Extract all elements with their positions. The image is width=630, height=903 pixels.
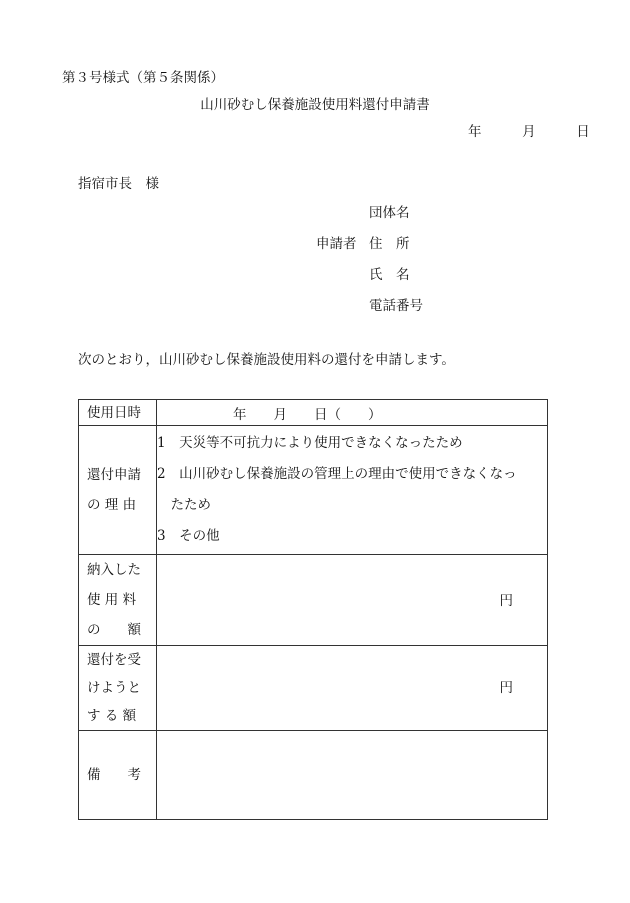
- applicant-group-name-label: 団体名: [369, 205, 410, 221]
- reason-options: [157, 426, 548, 555]
- paid-amount-label-line1: 納入した: [87, 562, 141, 578]
- refund-amount-unit: 円: [499, 680, 513, 696]
- refund-amount-row: [79, 646, 548, 731]
- paid-amount-label: [79, 555, 157, 646]
- paid-amount-label-line2: 使 用 料: [87, 592, 137, 608]
- applicant-phone-label: 電話番号: [369, 298, 423, 314]
- date-day: 日: [576, 124, 590, 140]
- use-date-row: [79, 400, 548, 426]
- reason-label-line1: 還付申請: [87, 467, 141, 483]
- remarks-value: [157, 731, 548, 820]
- reason-option-2-cont: たため: [157, 497, 211, 513]
- reason-label: [79, 426, 157, 555]
- form-number: 第３号様式（第５条関係）: [62, 70, 224, 86]
- reason-option-2: 2 山川砂むし保養施設の管理上の理由で使用できなくなっ: [157, 466, 517, 482]
- use-date-label: 使用日時: [79, 400, 157, 426]
- paid-amount-row: [79, 555, 548, 646]
- application-table: [78, 399, 548, 820]
- applicant-address-label: 住 所: [369, 236, 410, 252]
- intro-text: 次のとおり，山川砂むし保養施設使用料の還付を申請します。: [78, 352, 455, 368]
- date-year: 年: [468, 124, 482, 140]
- addressee: 指宿市長 様: [78, 176, 159, 192]
- reason-option-3: 3 その他: [157, 528, 220, 544]
- document-title: 山川砂むし保養施設使用料還付申請書: [200, 97, 430, 113]
- refund-amount-label: [79, 646, 157, 731]
- date-month: 月: [522, 124, 536, 140]
- reason-row: [79, 426, 548, 555]
- remarks-row: [79, 731, 548, 820]
- refund-amount-label-line2: けようと: [87, 680, 141, 696]
- refund-amount-label-line1: 還付を受: [87, 652, 141, 668]
- reason-label-line2: の 理 由: [87, 497, 137, 513]
- submission-date: [468, 120, 590, 140]
- use-date-value: 年 月 日（ ）: [157, 400, 548, 426]
- paid-amount-label-line3: の 額: [87, 622, 141, 638]
- paid-amount-value: [157, 555, 548, 646]
- remarks-label: 備 考: [79, 731, 157, 820]
- applicant-name-label: 氏 名: [369, 267, 410, 283]
- reason-option-1: 1 天災等不可抗力により使用できなくなったため: [157, 435, 463, 451]
- refund-amount-value: [157, 646, 548, 731]
- paid-amount-unit: 円: [499, 593, 513, 609]
- applicant-label: 申請者: [316, 236, 357, 252]
- refund-amount-label-line3: す る 額: [87, 708, 137, 724]
